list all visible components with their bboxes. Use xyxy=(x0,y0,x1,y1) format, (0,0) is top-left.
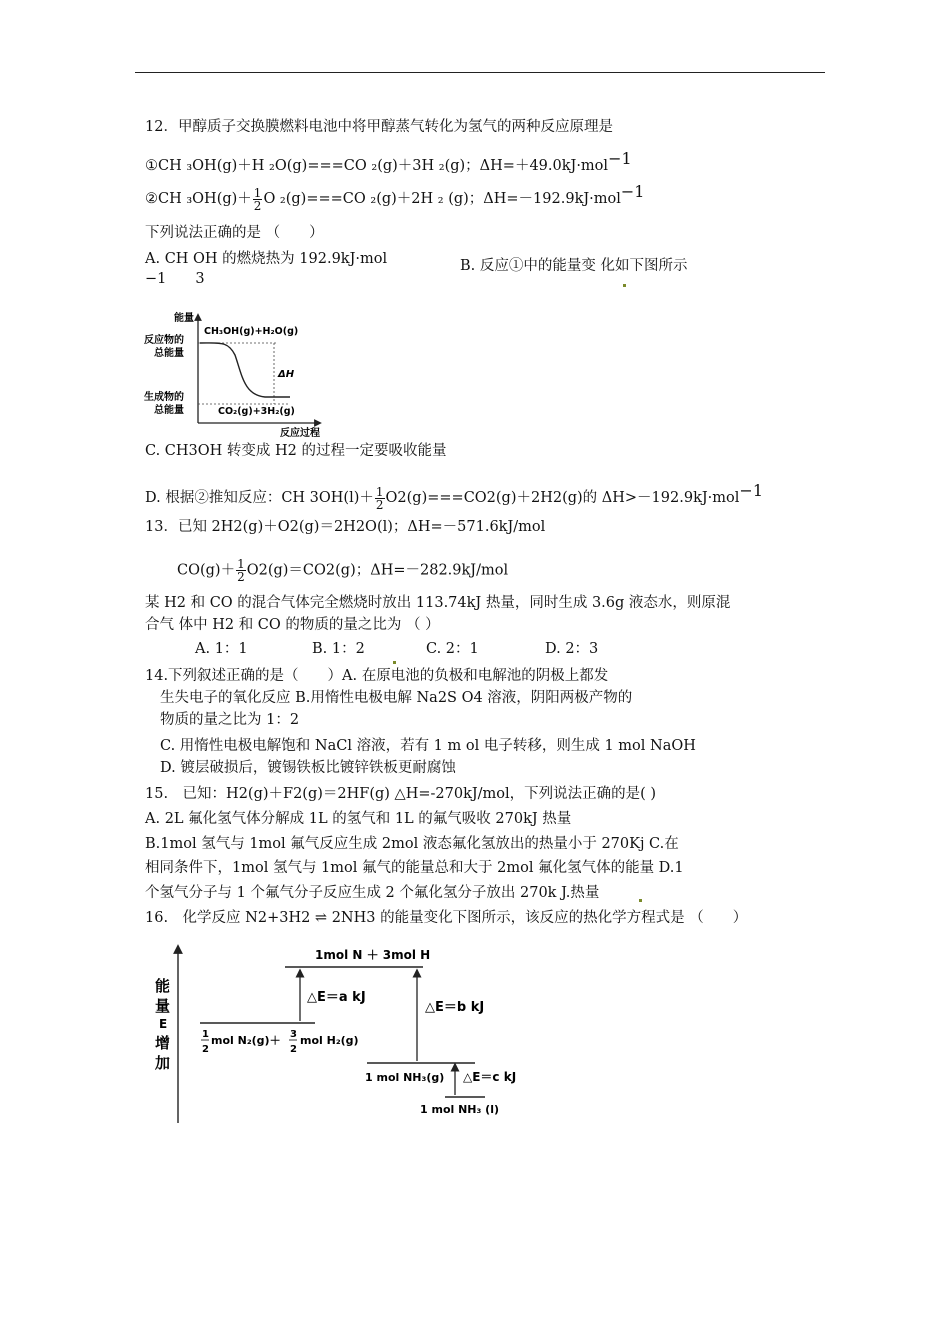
y-axis-char-3: E xyxy=(159,1017,168,1031)
y-axis-char-5: 加 xyxy=(155,1054,171,1072)
x-axis-label: 反应过程 xyxy=(280,428,320,439)
n2-frac-den: 2 xyxy=(202,1044,209,1055)
energy-diagram-2 xyxy=(145,935,545,1130)
reactant-label-2: 总能量 xyxy=(154,348,184,359)
delta-c-label: △E＝c kJ xyxy=(463,1070,517,1084)
q15-line-3: B.1mol 氢气与 1mol 氟气反应生成 2mol 液态氟化氢放出的热量小于 270Kj C.在 xyxy=(145,836,679,852)
n2-label: mol N₂(g)＋ xyxy=(211,1034,281,1047)
q13-stem: 13．已知 2H2(g)＋O2(g)＝2H2O(l)；ΔH=－571.6kJ/mol xyxy=(145,519,546,535)
reactant-label-1: 反应物的 xyxy=(144,335,184,346)
q15-line-4: 相同条件下，1mol 氢气与 1mol 氟气的能量总和大于 2mol 氟化氢气体的能量 D.1 xyxy=(145,860,684,876)
speck xyxy=(623,284,626,287)
q13-equation-2: CO(g)＋ $\frac{1}{2}$ O2(g)＝CO2(g)；ΔH=－282.9kJ/mol xyxy=(177,557,509,584)
y-axis-char-2: 量 xyxy=(155,997,171,1015)
q13-option-a: A. 1：1 xyxy=(195,641,248,657)
q14-line-1: 14.下列叙述正确的是（ ）A. 在原电池的负极和电解池的阴极上都发 xyxy=(145,668,609,684)
reaction-curve xyxy=(200,343,290,397)
q12-option-a: A. CH OH 的燃烧热为 192.9kJ·mol xyxy=(145,251,388,267)
h2-label: mol H₂(g) xyxy=(300,1034,359,1047)
bottom-species: CO₂(g)+3H₂(g) xyxy=(218,406,295,417)
top-species: CH₃OH(g)+H₂O(g) xyxy=(204,326,299,337)
q16-line-1: 16. 化学反应 N2+3H2 ⇌ 2NH3 的能量变化下图所示，该反应的热化学方程式是 （ ） xyxy=(145,910,748,926)
q12-option-c: C. CH3OH 转变成 H2 的过程一定要吸收能量 xyxy=(145,443,447,459)
speck xyxy=(393,661,396,664)
q12-option-d: D. 根据②推知反应：CH 3OH(l)＋ $\frac{1}{2}$ O2(g)===CO2(g)＋2H2(g)的 ΔH>－192.9kJ·mol−1 xyxy=(145,481,763,512)
h2-frac-num: 3 xyxy=(290,1029,297,1040)
q14-line-2: 生失电子的氧化反应 B.用惰性电极电解 Na2S O4 溶液，阴阳两极产物的 xyxy=(160,690,633,706)
q13-option-b: B. 1：2 xyxy=(312,641,365,657)
q12-ask: 下列说法正确的是 （ ） xyxy=(145,225,324,241)
y-axis-label: 能量 xyxy=(174,313,194,324)
q13-option-d: D. 2：3 xyxy=(545,641,599,657)
q13-body-2: 合气 体中 H2 和 CO 的物质的量之比为 （ ） xyxy=(145,617,440,633)
q12-stem: 12．甲醇质子交换膜燃料电池中将甲醇蒸气转化为氢气的两种反应原理是 xyxy=(145,119,613,135)
q12-option-b: B. 反应①中的能量变 化如下图所示 xyxy=(460,258,688,274)
q14-line-4: C. 用惰性电极电解饱和 NaCl 溶液，若有 1 m ol 电子转移，则生成 1 mol NaOH xyxy=(160,738,696,754)
y-axis-char-1: 能 xyxy=(155,977,171,995)
q13-body-1: 某 H2 和 CO 的混合气体完全燃烧时放出 113.74kJ 热量，同时生成 3.6g 液态水，则原混 xyxy=(145,595,731,611)
energy-diagram-1 xyxy=(140,305,340,440)
y-axis-char-4: 增 xyxy=(155,1034,171,1052)
q13-option-c: C. 2：1 xyxy=(426,641,479,657)
product-label-1: 生成物的 xyxy=(144,392,184,403)
header-rule xyxy=(135,72,825,73)
speck xyxy=(639,899,642,902)
n2-frac-num: 1 xyxy=(202,1029,209,1040)
delta-b-label: △E＝b kJ xyxy=(425,1000,485,1015)
q12-option-a-line2: −1 3 xyxy=(145,271,205,287)
q15-line-2: A. 2L 氟化氢气体分解成 1L 的氢气和 1L 的氟气吸收 270kJ 热量 xyxy=(145,811,572,827)
q12-reaction-1: ①CH ₃OH(g)＋H ₂O(g)===CO ₂(g)＋3H ₂(g)；ΔH=＋49.0kJ·mol−1 xyxy=(145,149,632,174)
q15-line-5: 个氢气分子与 1 个氟气分子反应生成 2 个氟化氢分子放出 270k J.热量 xyxy=(145,885,600,901)
q15-line-1: 15. 已知：H2(g)＋F2(g)＝2HF(g) △H=-270kJ/mol，下列说法正确的是( ) xyxy=(145,786,657,802)
q12-reaction-2: ②CH ₃OH(g)＋ $\frac{1}{2}$ O ₂(g)===CO ₂(g)＋2H ₂ (g)；ΔH=－192.9kJ·mol−1 xyxy=(145,182,645,213)
nh3-gas-label: 1 mol NH₃(g) xyxy=(365,1071,445,1084)
delta-h-label: ΔH xyxy=(278,369,295,380)
level-atoms-label: 1mol N ＋ 3mol H xyxy=(315,948,431,962)
q14-line-3: 物质的量之比为 1：2 xyxy=(160,712,300,728)
delta-a-label: △E＝a kJ xyxy=(307,990,366,1005)
nh3-liquid-label: 1 mol NH₃ (l) xyxy=(420,1103,499,1116)
product-label-2: 总能量 xyxy=(154,405,184,416)
q14-line-5: D. 镀层破损后，镀锡铁板比镀锌铁板更耐腐蚀 xyxy=(160,760,456,776)
h2-frac-den: 2 xyxy=(290,1044,297,1055)
